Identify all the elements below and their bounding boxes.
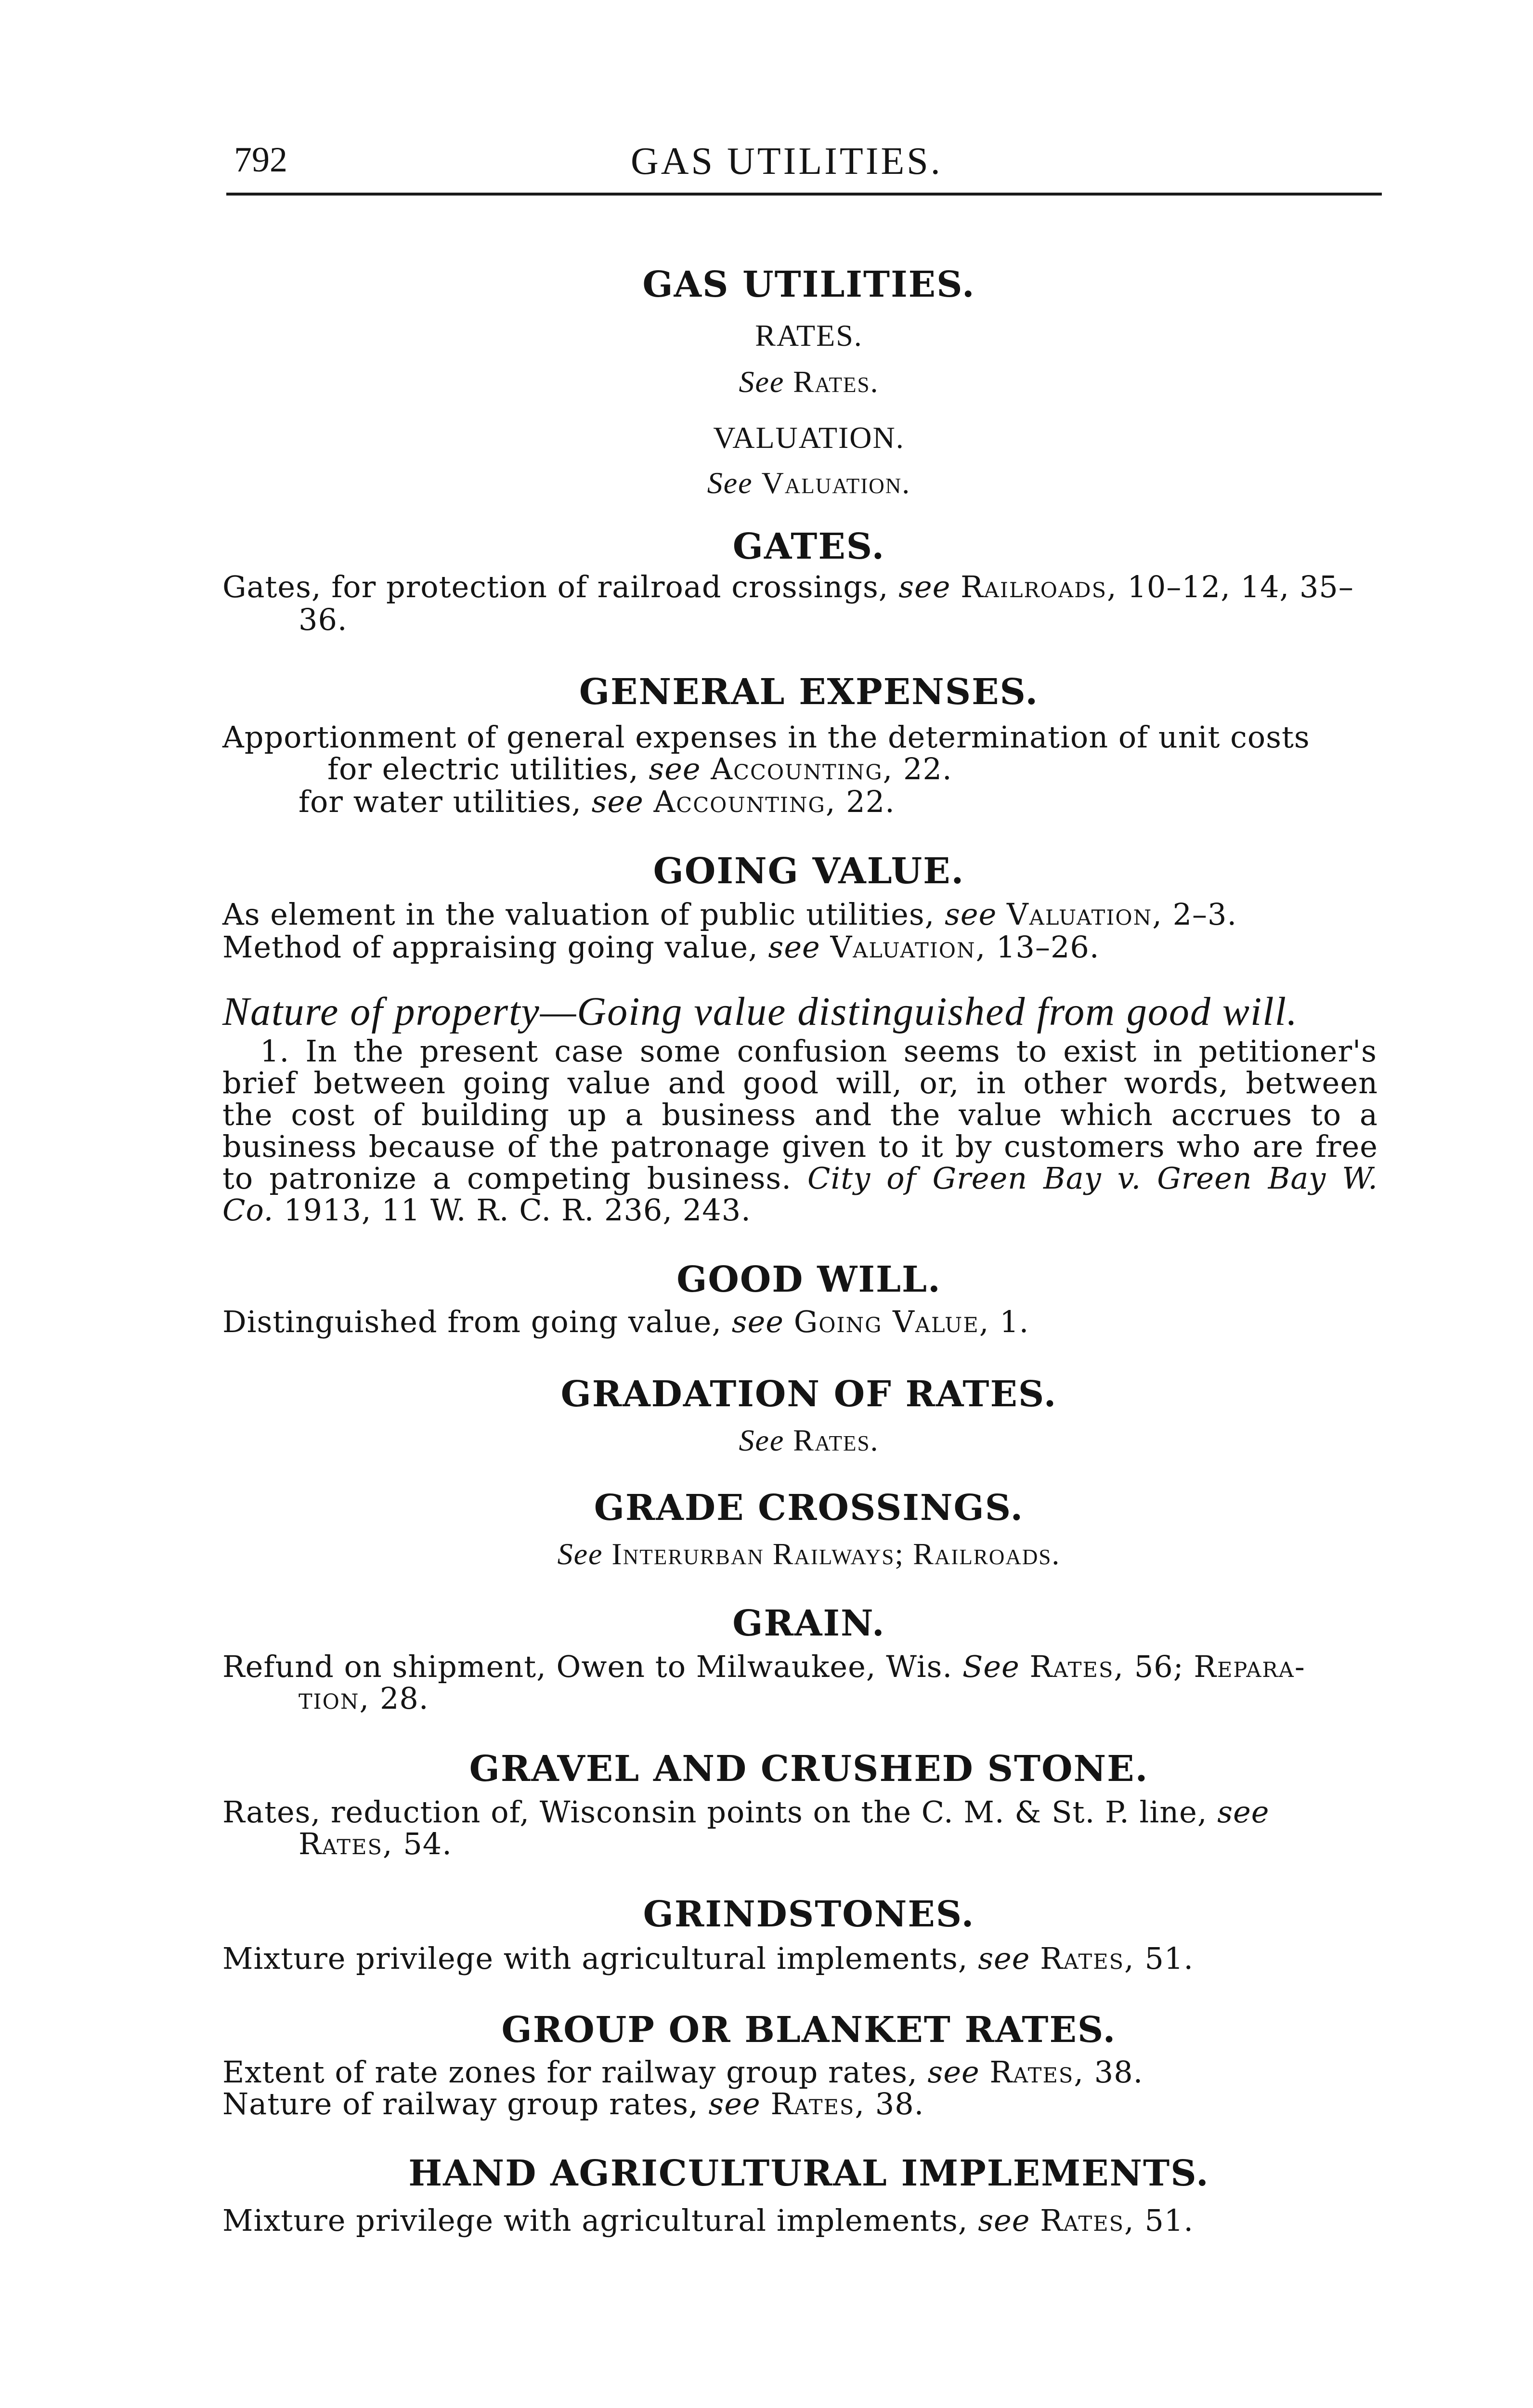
heading-grade-crossings: GRADE CROSSINGS. — [594, 1487, 1024, 1529]
entry-text: Mixture privilege with agricultural implements, — [222, 1941, 978, 1976]
case-citation: Co. — [222, 1192, 274, 1228]
see-label: See — [557, 1537, 603, 1571]
see-label: see — [945, 897, 997, 932]
entry-text: to patronize a competing business. — [222, 1161, 808, 1196]
reference-pages: 13–26. — [986, 929, 1100, 965]
see-label: See — [739, 1423, 785, 1457]
header-rule — [226, 193, 1382, 196]
grain-line-2 — [299, 1681, 1377, 1716]
reference-rates: Rates, — [989, 2055, 1085, 2090]
grindstones-line-1 — [222, 1941, 1378, 1976]
case-note-line-5 — [222, 1161, 1378, 1196]
see-label: see — [978, 1941, 1030, 1976]
reference-reparation-cont: tion, — [299, 1681, 370, 1716]
gates-line-1 — [222, 569, 1378, 604]
reference-valuation: Valuation, — [830, 929, 987, 965]
entry-text: Mixture privilege with agricultural implements, — [222, 2203, 978, 2238]
gravel-line-1 — [222, 1794, 1378, 1830]
entry-text: Gates, for protection of railroad crossings, — [222, 569, 899, 604]
entry-text: Extent of rate zones for railway group rates, — [222, 2055, 928, 2090]
general-expenses-line-2 — [327, 751, 1377, 786]
heading-group-blanket-rates: GROUP OR BLANKET RATES. — [501, 2009, 1117, 2051]
heading-gradation-of-rates: GRADATION OF RATES. — [560, 1374, 1057, 1415]
subheading-valuation: VALUATION. — [713, 420, 905, 455]
group-rates-line-2 — [222, 2086, 1378, 2121]
reference-pages: 10–12, 14, 35– — [1117, 569, 1354, 604]
entry-text: As element in the valuation of public utilities, — [222, 897, 945, 932]
see-label: see — [978, 2203, 1030, 2238]
entry-text: for electric utilities, — [327, 751, 649, 786]
reference-interurban-railroads: Interurban Railways; Railroads. — [611, 1537, 1061, 1571]
heading-grain: GRAIN. — [732, 1603, 885, 1644]
reference-pages: 51. — [1134, 2203, 1194, 2238]
heading-going-value: GOING VALUE. — [653, 851, 965, 892]
reference-rates: Rates. — [793, 365, 879, 399]
case-note-line-6 — [222, 1192, 1378, 1228]
entry-text: Distinguished from going value, — [222, 1304, 732, 1339]
entry-text: for water utilities, — [299, 784, 592, 819]
entry-text: Method of appraising going value, — [222, 929, 768, 965]
see-label: See — [739, 365, 785, 399]
see-label: see — [1217, 1794, 1270, 1830]
going-value-line-1 — [222, 897, 1378, 932]
running-head — [226, 135, 1382, 193]
see-label: see — [731, 1304, 784, 1339]
reference-going-value: Going Value, — [793, 1304, 990, 1339]
see-label: see — [591, 784, 644, 819]
reference-reparation: Repara- — [1194, 1649, 1306, 1684]
reference-pages: 38. — [865, 2086, 924, 2121]
reference-rates: Rates, — [299, 1826, 393, 1861]
hand-implements-line-1 — [222, 2203, 1378, 2238]
gates-line-2: 36. — [299, 602, 348, 637]
reference-rates: Rates, — [770, 2086, 866, 2121]
subheading-rates: RATES. — [755, 318, 863, 353]
reference-rates: Rates, — [1040, 1941, 1135, 1976]
see-label: See — [707, 466, 753, 500]
reference-railroads: Railroads, — [961, 569, 1117, 604]
reference-accounting: Accounting, — [653, 784, 836, 819]
reference-valuation: Valuation. — [761, 466, 911, 500]
reference-accounting: Accounting, — [711, 751, 894, 786]
case-note-line-2: brief between going value and good will, or, in other words, between — [222, 1065, 1378, 1100]
cross-reference-rates — [221, 1423, 1396, 1458]
heading-grindstones: GRINDSTONES. — [643, 1894, 975, 1935]
heading-hand-agricultural-implements: HAND AGRICULTURAL IMPLEMENTS. — [408, 2153, 1209, 2194]
see-label: see — [768, 929, 820, 965]
reference-pages: 51. — [1134, 1941, 1194, 1976]
grain-line-1 — [222, 1649, 1378, 1684]
reference-pages: 54. — [393, 1826, 452, 1861]
reference-valuation: Valuation, — [1007, 897, 1163, 932]
heading-gates: GATES. — [732, 526, 885, 567]
see-label: see — [649, 751, 701, 786]
entry-text: Refund on shipment, Owen to Milwaukee, Wis. — [222, 1649, 962, 1684]
heading-gravel-crushed-stone: GRAVEL AND CRUSHED STONE. — [469, 1748, 1149, 1790]
entry-text: Nature of railway group rates, — [222, 2086, 709, 2121]
heading-gas-utilities: GAS UTILITIES. — [642, 264, 975, 305]
case-note-line-3: the cost of building up a business and the value which accrues to a — [222, 1097, 1378, 1132]
page-number: 792 — [234, 140, 287, 180]
gravel-line-2 — [299, 1826, 1377, 1861]
reference-rates: Rates. — [793, 1423, 879, 1457]
reference-pages: 2–3. — [1162, 897, 1237, 932]
group-rates-line-1 — [222, 2055, 1378, 2090]
general-expenses-line-3 — [299, 784, 1377, 819]
reference-rates: Rates, — [1029, 1649, 1125, 1684]
cross-reference-valuation — [221, 465, 1396, 501]
case-citation: City of Green Bay v. Green Bay W. — [807, 1161, 1378, 1196]
heading-good-will: GOOD WILL. — [676, 1259, 941, 1300]
good-will-line-1 — [222, 1304, 1378, 1339]
reference-pages: 28. — [370, 1681, 429, 1716]
heading-general-expenses: GENERAL EXPENSES. — [579, 671, 1039, 713]
case-note-line-4: business because of the patronage given to it by customers who are free — [222, 1129, 1378, 1164]
see-label: see — [927, 2055, 980, 2090]
reference-pages: 38. — [1084, 2055, 1143, 2090]
running-title: GAS UTILITIES. — [631, 140, 943, 183]
cross-reference-railways — [221, 1536, 1396, 1572]
case-note-title: Nature of property—Going value distinguished from good will. — [222, 989, 1298, 1034]
reference-pages: 56; — [1124, 1649, 1194, 1684]
citation-tail: 1913, 11 W. R. C. R. 236, 243. — [273, 1192, 751, 1228]
see-label: see — [708, 2086, 761, 2121]
reference-pages: 22. — [836, 784, 895, 819]
going-value-line-2 — [222, 929, 1378, 965]
reference-pages: 22. — [893, 751, 952, 786]
see-label: see — [898, 569, 951, 604]
reference-rates: Rates, — [1040, 2203, 1135, 2238]
case-note-line-1: 1. In the present case some confusion seems to exist in petitioner's — [260, 1034, 1377, 1069]
reference-pages: 1. — [989, 1304, 1029, 1339]
see-label: See — [962, 1649, 1020, 1684]
general-expenses-line-1: Apportionment of general expenses in the determination of unit costs — [222, 720, 1310, 755]
cross-reference-rates — [221, 364, 1396, 400]
entry-text: Rates, reduction of, Wisconsin points on the C. M. & St. P. line, — [222, 1794, 1218, 1830]
